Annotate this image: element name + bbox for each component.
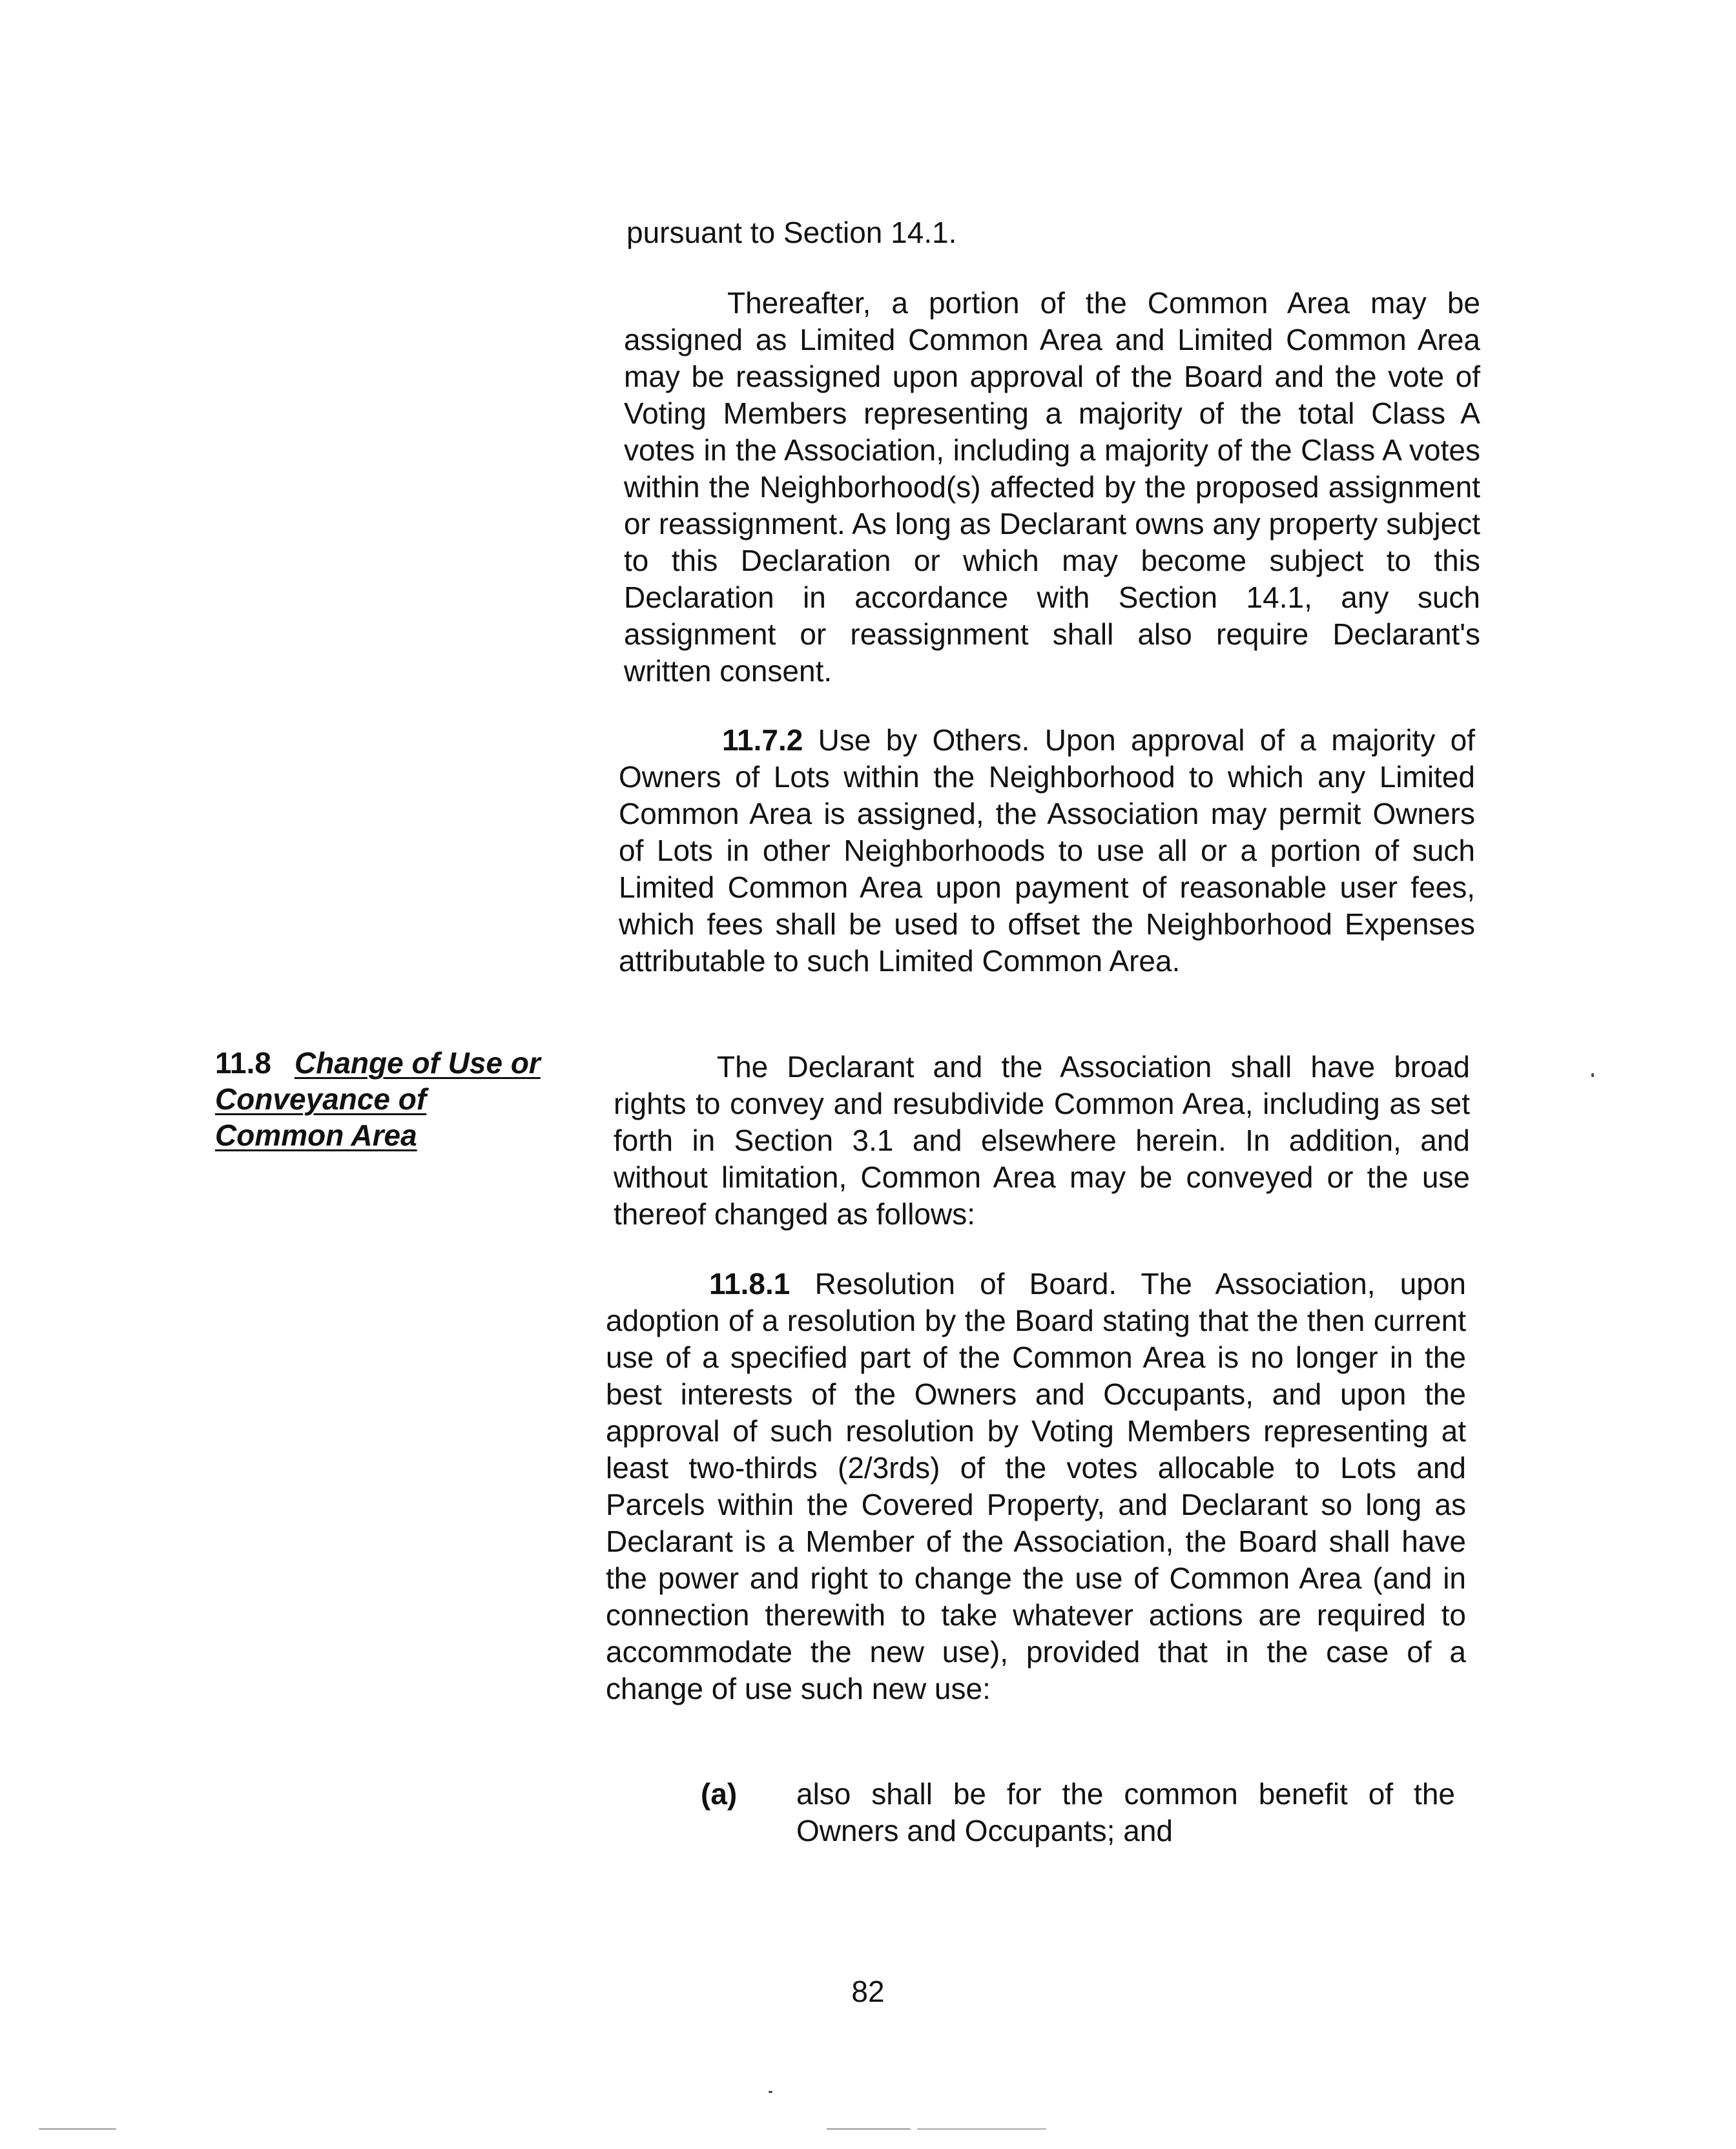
scan-edge-mark xyxy=(827,2128,911,2130)
section-11-8-paragraph: The Declarant and the Association shall have broad rights to convey and resubdivide Common Area, including as set forth in Section 3.1 and elsewhere herein. In addition, and without limitation, Common Area may be conveyed or the use thereof changed as follows: xyxy=(614,1050,1470,1231)
section-11-8-1-paragraph xyxy=(606,1266,1466,1707)
thereafter-paragraph: Thereafter, a portion of the Common Area may be assigned as Limited Common Area and Limited Common Area may be reassigned upon approval of the Board and the vote of Voting Members representing a majority of the total Class A votes in the Association, including a majority of the Class A votes within the Neighborhood(s) affected by the proposed assignment or reassignment. As long as Declarant owns any property subject to this Declaration or which may become subject to this Declaration in accordance with Section 14.1, any such assignment or reassignment shall also require Declarant's written consent. xyxy=(624,286,1480,688)
page-number: 82 xyxy=(851,1975,885,2008)
section-11-8-title-line2: Conveyance of xyxy=(215,1082,427,1116)
section-11-8-title-line3: Common Area xyxy=(215,1118,417,1152)
scan-edge-mark xyxy=(917,2128,1046,2130)
scan-speck xyxy=(769,2091,772,2093)
section-11-8-1-text: Resolution of Board. The Association, upon adoption of a resolution by the Board stating that the then current use of a specified part of the Common Area is no longer in the best interests of the Owners and Occupants, and upon the approval of such resolution by Voting Members representing at least two-thirds (2/3rds) of the votes allocable to Lots and Parcels within the Covered Property, and Declarant so long as Declarant is a Member of the Association, the Board shall have the power and right to change the use of Common Area (and in connection therewith to take whatever actions are required to accommodate the new use), provided that in the case of a change of use such new use: xyxy=(606,1267,1467,1705)
continuation-paragraph: pursuant to Section 14.1. xyxy=(626,216,957,249)
section-11-8-title-line1: Change of Use or xyxy=(294,1046,541,1080)
scan-speck xyxy=(1591,1073,1594,1077)
section-11-8-number: 11.8 xyxy=(215,1046,271,1080)
section-11-7-2-number: 11.7.2 xyxy=(722,723,803,757)
item-a-text: also shall be for the common benefit of the Owners and Occupants; and xyxy=(796,1777,1455,1847)
section-11-7-2-paragraph xyxy=(619,722,1475,980)
scan-edge-mark xyxy=(39,2128,116,2130)
section-11-7-2-text: Use by Others. Upon approval of a majority of Owners of Lots within the Neighborhood to which any Limited Common Area is assigned, the Association may permit Owners of Lots in other Neighborhoods to use all or a portion of such Limited Common Area upon payment of reasonable user fees, which fees shall be used to offset the Neighborhood Expenses attributable to such Limited Common Area. xyxy=(619,723,1475,978)
item-a-label: (a) xyxy=(701,1777,738,1811)
section-11-8-heading xyxy=(215,1045,590,1153)
section-11-8-1-number: 11.8.1 xyxy=(709,1267,790,1301)
